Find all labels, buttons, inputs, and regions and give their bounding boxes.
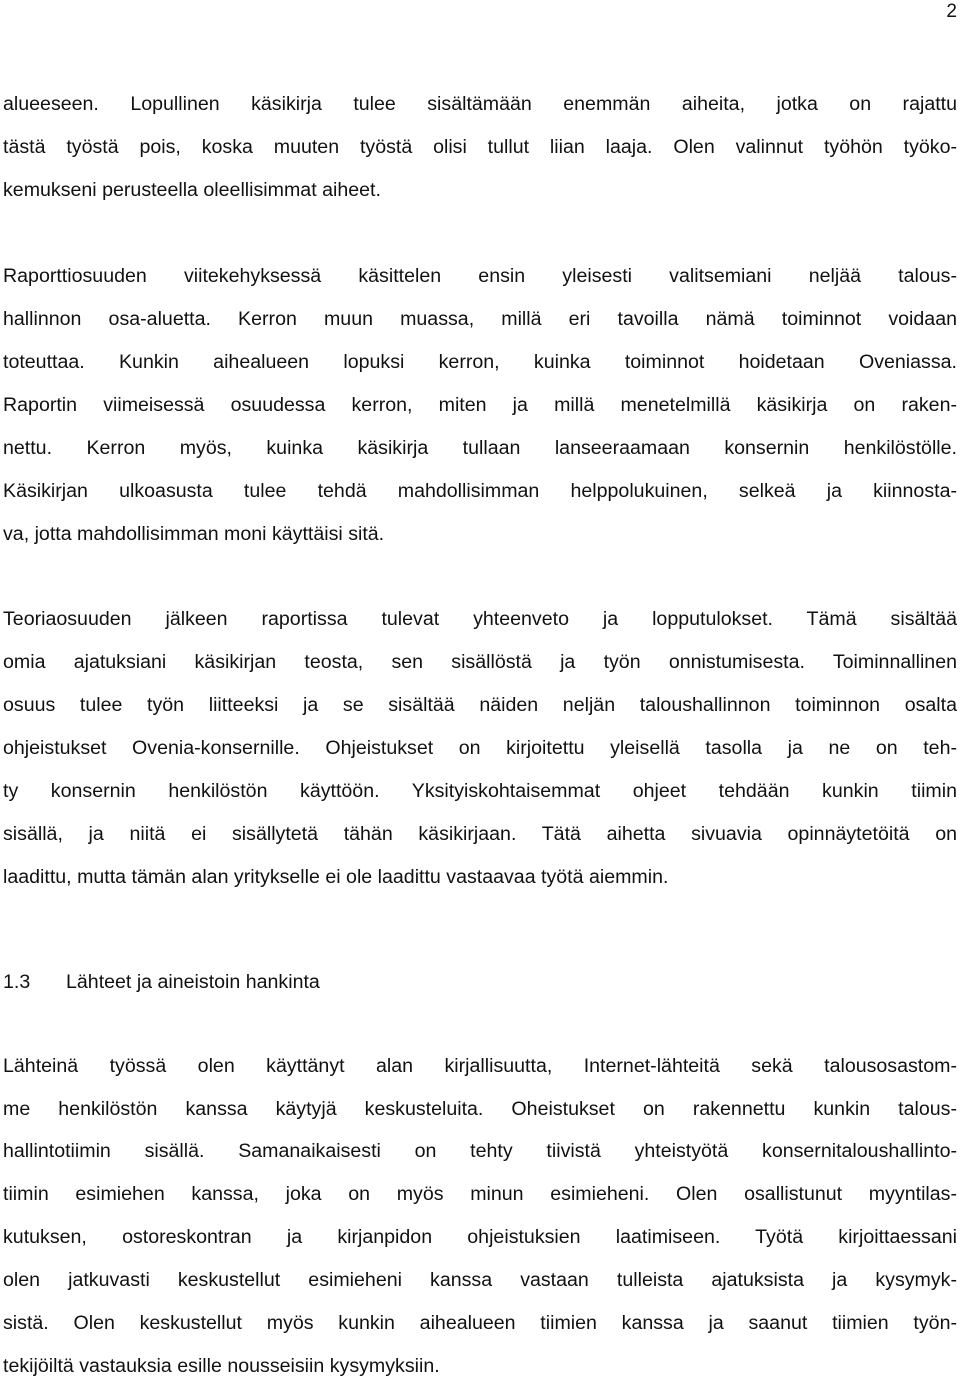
section-title: Lähteet ja aineistoin hankinta [66,971,320,993]
paragraph-3-line-2: omia ajatuksiani käsikirjan teosta, sen sisällöstä ja työn onnistumisesta. Toiminnallinen [3,651,957,673]
paragraph-4-line-8: tekijöiltä vastauksia esille nousseisiin kysymyksiin. [3,1355,440,1377]
section-number: 1.3 [3,971,31,993]
paragraph-4-line-3: hallintotiimin sisällä. Samanaikaisesti on tehty tiivistä yhteistyötä konsernitaloushallinto- [3,1140,957,1162]
paragraph-3-line-5: ty konsernin henkilöstön käyttöön. Yksityiskohtaisemmat ohjeet tehdään kunkin tiimin [3,780,957,802]
page-number: 2 [946,1,957,22]
paragraph-2-line-6: Käsikirjan ulkoasusta tulee tehdä mahdollisimman helppolukuinen, selkeä ja kiinnosta- [3,480,957,502]
paragraph-4-line-1: Lähteinä työssä olen käyttänyt alan kirjallisuutta, Internet-lähteitä sekä talousosastom- [3,1055,957,1077]
paragraph-3-line-1: Teoriaosuuden jälkeen raportissa tulevat yhteenveto ja lopputulokset. Tämä sisältää [3,608,957,630]
paragraph-1-line-2: tästä työstä pois, koska muuten työstä olisi tullut liian laaja. Olen valinnut työhön työko- [3,136,957,158]
paragraph-2-line-7: va, jotta mahdollisimman moni käyttäisi sitä. [3,523,385,545]
paragraph-1-line-1: alueeseen. Lopullinen käsikirja tulee sisältämään enemmän aiheita, jotka on rajattu [3,93,957,115]
paragraph-4-line-4: tiimin esimiehen kanssa, joka on myös minun esimieheni. Olen osallistunut myyntilas- [3,1183,957,1205]
section-heading [3,969,320,995]
paragraph-4-line-7: sistä. Olen keskustellut myös kunkin aihealueen tiimien kanssa ja saanut tiimien työn- [3,1312,957,1334]
paragraph-4-line-5: kutuksen, ostoreskontran ja kirjanpidon ohjeistuksien laatimiseen. Työtä kirjoittaessani [3,1226,957,1248]
paragraph-3-line-6: sisällä, ja niitä ei sisällytetä tähän käsikirjaan. Tätä aihetta sivuavia opinnäytetöitä on [3,823,957,845]
paragraph-4-line-2: me henkilöstön kanssa käytyjä keskusteluita. Oheistukset on rakennettu kunkin talous- [3,1098,957,1120]
paragraph-2-line-3: toteuttaa. Kunkin aihealueen lopuksi kerron, kuinka toiminnot hoidetaan Oveniassa. [3,351,957,373]
paragraph-3-line-7: laadittu, mutta tämän alan yritykselle ei ole laadittu vastaavaa työtä aiemmin. [3,866,669,888]
paragraph-1-line-3: kemukseni perusteella oleellisimmat aiheet. [3,179,381,201]
paragraph-2-line-1: Raporttiosuuden viitekehyksessä käsittelen ensin yleisesti valitsemiani neljää talous- [3,265,957,287]
paragraph-2-line-5: nettu. Kerron myös, kuinka käsikirja tullaan lanseeraamaan konsernin henkilöstölle. [3,437,957,459]
paragraph-2-line-4: Raportin viimeisessä osuudessa kerron, miten ja millä menetelmillä käsikirja on raken- [3,394,957,416]
paragraph-2-line-2: hallinnon osa-aluetta. Kerron muun muassa, millä eri tavoilla nämä toiminnot voidaan [3,308,957,330]
paragraph-3-line-3: osuus tulee työn liitteeksi ja se sisältää näiden neljän taloushallinnon toiminnon osalta [3,694,957,716]
paragraph-3-line-4: ohjeistukset Ovenia-konsernille. Ohjeistukset on kirjoitettu yleisellä tasolla ja ne on teh- [3,737,957,759]
paragraph-4-line-6: olen jatkuvasti keskustellut esimieheni kanssa vastaan tulleista ajatuksista ja kysymyk- [3,1269,957,1291]
